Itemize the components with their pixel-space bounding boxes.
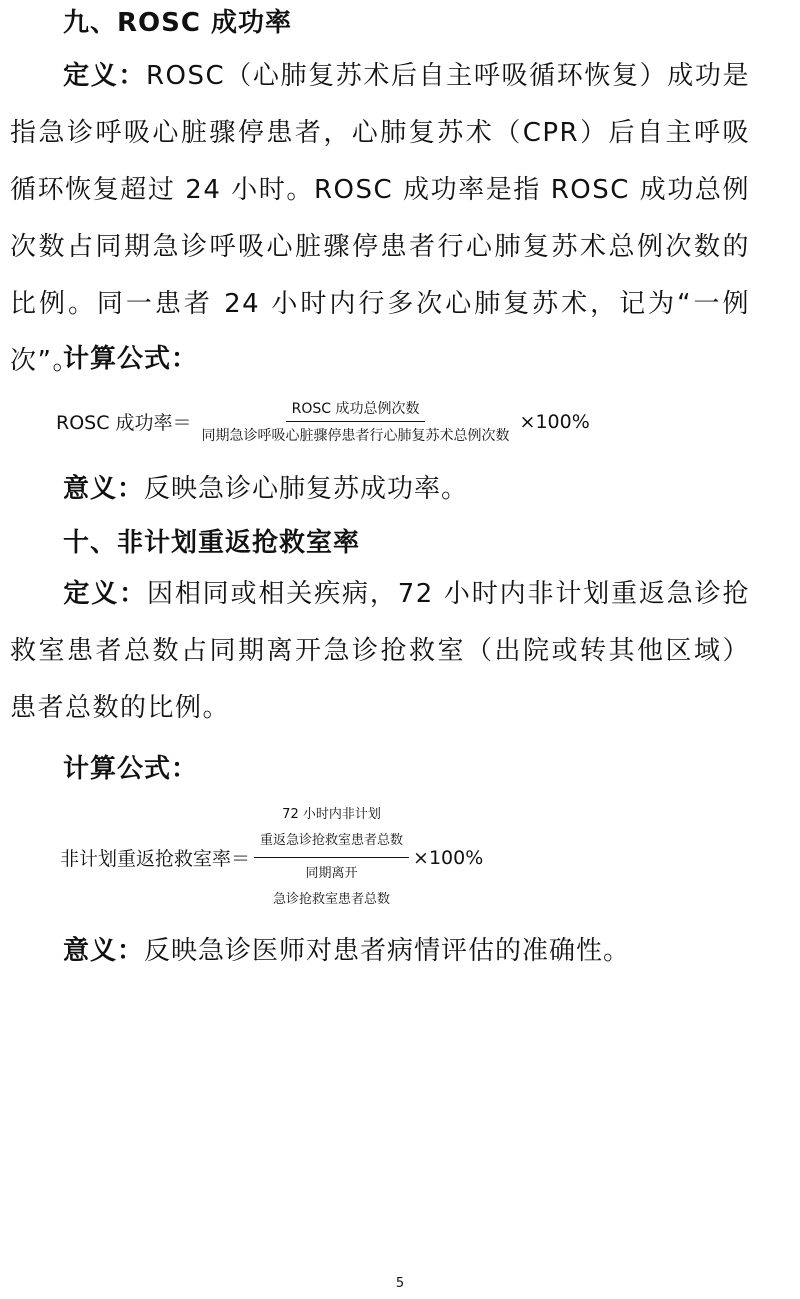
formula-denominator: [267, 858, 396, 913]
formula-multiplier: ×100%: [413, 846, 484, 869]
formula-lhs: 非计划重返抢救室率＝: [60, 848, 251, 870]
section-10-heading: 十、非计划重返抢救室率: [63, 528, 361, 558]
formula-fraction: [196, 398, 516, 445]
definition-text: 因相同或相关疾病，72 小时内非计划重返急诊抢救室患者总数占同期离开急诊抢救室（出院或转其他区域）患者总数的比例。: [10, 579, 750, 723]
section-10-calc-label: 计算公式：: [63, 754, 199, 784]
section-10-meaning: [63, 930, 630, 967]
numerator-line-1: 72 小时内非计划: [282, 807, 381, 822]
meaning-label: 意义：: [63, 936, 145, 966]
section-9-calc-label: 计算公式：: [63, 344, 199, 374]
formula-numerator: ROSC 成功总例次数: [286, 398, 426, 422]
meaning-text: 反映急诊心肺复苏成功率。: [144, 474, 469, 504]
formula-lhs: ROSC 成功率＝: [56, 412, 192, 434]
definition-text: ROSC（心肺复苏术后自主呼吸循环恢复）成功是指急诊呼吸心脏骤停患者，心肺复苏术（CPR）后自主呼吸循环恢复超过 24 小时。ROSC 成功率是指 ROSC 成功总例次数占同期急诊呼吸心脏骤停患者行心肺复苏术总例次数的比例。同一患者 24 小时内行多次心肺复苏术，记为“一例次”。: [10, 61, 750, 376]
formula-fraction: [254, 802, 409, 913]
numerator-line-2: 重返急诊抢救室患者总数: [260, 833, 404, 848]
denominator-line-1: 同期离开: [305, 866, 358, 881]
formula-multiplier: ×100%: [519, 410, 590, 433]
definition-label: 定义：: [63, 579, 147, 609]
section-9-heading: 九、ROSC 成功率: [63, 8, 292, 38]
section-10-definition: [10, 566, 750, 737]
formula-denominator: 同期急诊呼吸心脏骤停患者行心肺复苏术总例次数: [201, 428, 510, 444]
meaning-label: 意义：: [63, 474, 145, 504]
denominator-line-2: 急诊抢救室患者总数: [273, 892, 391, 907]
return-rate-formula: [60, 802, 483, 913]
page-number: 5: [395, 1276, 405, 1291]
formula-numerator: [254, 802, 409, 858]
section-9-meaning: [63, 468, 468, 505]
rosc-formula: [56, 398, 590, 445]
definition-label: 定义：: [63, 61, 146, 91]
meaning-text: 反映急诊医师对患者病情评估的准确性。: [144, 936, 631, 966]
